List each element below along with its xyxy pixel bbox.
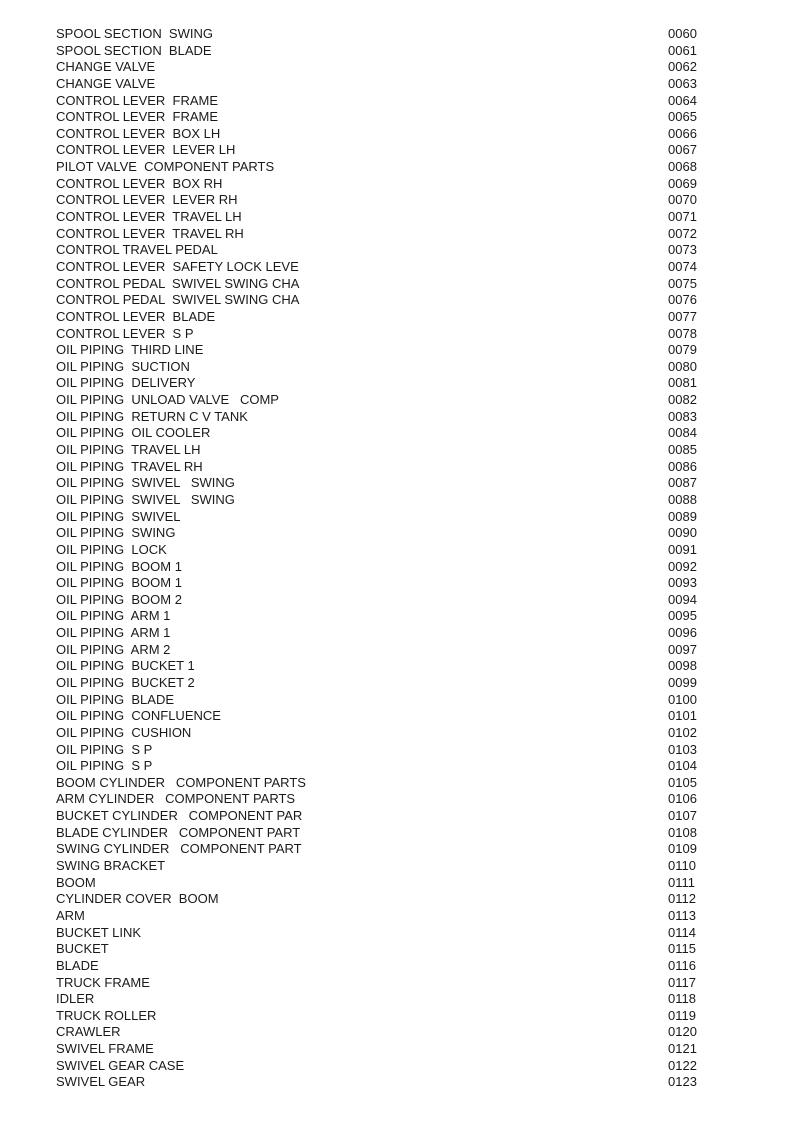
entry-title: CONTROL PEDAL SWIVEL SWING CHA [56,292,300,308]
entry-page-number: 0070 [668,192,697,208]
entry-title: BOOM CYLINDER COMPONENT PARTS [56,774,306,790]
entry-title: IDLER [56,991,95,1007]
entry-title: CYLINDER COVER BOOM [56,891,219,907]
entry-page-number: 0114 [668,924,696,940]
entry-title: OIL PIPING S P [56,758,153,774]
index-entry [56,908,706,925]
entry-title: PILOT VALVE COMPONENT PARTS [56,159,275,175]
entry-title: CONTROL LEVER S P [56,325,194,341]
entry-page-number: 0117 [668,974,696,990]
entry-page-number: 0111 [668,874,695,890]
entry-page-number: 0109 [668,841,697,857]
entry-title: ARM [56,907,85,923]
index-entry [56,542,706,559]
entry-page-number: 0100 [668,691,697,707]
index-entry [56,459,706,476]
index-entry [56,309,706,326]
index-entry [56,758,706,775]
entry-page-number: 0087 [668,475,697,491]
index-entry [56,292,706,309]
entry-title: CONTROL LEVER BOX LH [56,125,221,141]
index-entry [56,808,706,825]
entry-page-number: 0081 [668,375,697,391]
index-entry [56,742,706,759]
index-entry [56,109,706,126]
entry-title: SPOOL SECTION SWING [56,26,213,41]
index-entry [56,708,706,725]
index-entry [56,342,706,359]
entry-title: CONTROL LEVER TRAVEL LH [56,209,242,225]
entry-page-number: 0122 [668,1057,697,1073]
index-entry [56,891,706,908]
index-entry [56,492,706,509]
index-entry [56,242,706,259]
entry-page-number: 0108 [668,824,697,840]
index-entry [56,1024,706,1041]
entry-title: OIL PIPING BLADE [56,691,175,707]
index-entry [56,276,706,293]
parts-index-list [56,26,706,1091]
entry-page-number: 0071 [668,209,697,225]
entry-title: BUCKET [56,941,109,957]
entry-page-number: 0103 [668,741,697,757]
entry-title: OIL PIPING BUCKET 2 [56,674,195,690]
entry-page-number: 0068 [668,159,697,175]
entry-title: OIL PIPING OIL COOLER [56,425,211,441]
entry-page-number: 0097 [668,641,697,657]
index-entry [56,825,706,842]
entry-page-number: 0119 [668,1007,696,1023]
entry-page-number: 0104 [668,758,697,774]
entry-title: CONTROL LEVER BLADE [56,308,216,324]
entry-page-number: 0077 [668,308,697,324]
index-entry [56,525,706,542]
entry-page-number: 0067 [668,142,697,158]
entry-page-number: 0065 [668,109,697,125]
entry-page-number: 0099 [668,674,697,690]
index-entry [56,575,706,592]
entry-title: OIL PIPING TRAVEL RH [56,458,203,474]
entry-page-number: 0078 [668,325,697,341]
index-entry [56,475,706,492]
entry-title: OIL PIPING SUCTION [56,358,190,374]
index-entry [56,875,706,892]
entry-page-number: 0096 [668,625,697,641]
entry-page-number: 0085 [668,442,697,458]
entry-title: OIL PIPING SWIVEL [56,508,181,524]
entry-title: OIL PIPING DELIVERY [56,375,196,391]
entry-page-number: 0101 [668,708,697,724]
index-entry [56,608,706,625]
index-entry [56,725,706,742]
entry-page-number: 0060 [668,26,697,41]
entry-title: SWIVEL FRAME [56,1041,154,1057]
index-entry [56,209,706,226]
entry-title: CONTROL LEVER SAFETY LOCK LEVE [56,258,299,274]
entry-title: OIL PIPING TRAVEL LH [56,442,201,458]
index-entry [56,775,706,792]
index-entry [56,226,706,243]
entry-title: SWING CYLINDER COMPONENT PART [56,841,302,857]
index-entry [56,625,706,642]
entry-title: OIL PIPING ARM 1 [56,608,171,624]
entry-page-number: 0105 [668,774,697,790]
index-entry [56,59,706,76]
entry-title: OIL PIPING BUCKET 1 [56,658,195,674]
entry-title: CONTROL LEVER LEVER LH [56,142,236,158]
entry-title: OIL PIPING RETURN C V TANK [56,408,248,424]
entry-page-number: 0088 [668,491,697,507]
entry-page-number: 0076 [668,292,697,308]
entry-page-number: 0090 [668,525,697,541]
index-entry [56,559,706,576]
index-entry [56,359,706,376]
entry-title: OIL PIPING BOOM 1 [56,575,182,591]
entry-page-number: 0095 [668,608,697,624]
entry-page-number: 0115 [668,941,696,957]
entry-title: OIL PIPING UNLOAD VALVE COMP [56,392,279,408]
entry-page-number: 0113 [668,907,696,923]
entry-page-number: 0083 [668,408,697,424]
entry-title: CONTROL LEVER FRAME [56,92,219,108]
index-entry [56,791,706,808]
index-entry [56,841,706,858]
entry-title: TRUCK FRAME [56,974,150,990]
index-entry [56,1074,706,1091]
entry-title: CHANGE VALVE [56,59,156,75]
entry-page-number: 0075 [668,275,697,291]
entry-page-number: 0073 [668,242,697,258]
entry-page-number: 0093 [668,575,697,591]
entry-title: BUCKET CYLINDER COMPONENT PAR [56,808,303,824]
entry-page-number: 0092 [668,558,697,574]
entry-title: OIL PIPING ARM 1 [56,625,171,641]
entry-page-number: 0064 [668,92,697,108]
index-entry [56,392,706,409]
entry-title: OIL PIPING ARM 2 [56,641,171,657]
entry-page-number: 0089 [668,508,697,524]
index-entry [56,675,706,692]
entry-page-number: 0080 [668,358,697,374]
index-entry [56,126,706,143]
entry-title: CONTROL LEVER FRAME [56,109,219,125]
index-entry [56,1008,706,1025]
index-entry [56,425,706,442]
entry-title: ARM CYLINDER COMPONENT PARTS [56,791,296,807]
index-entry [56,858,706,875]
index-entry [56,991,706,1008]
entry-page-number: 0061 [668,42,697,58]
entry-page-number: 0094 [668,591,697,607]
entry-title: CONTROL LEVER BOX RH [56,175,223,191]
entry-title: BLADE [56,957,99,973]
index-entry [56,142,706,159]
index-entry [56,941,706,958]
entry-title: OIL PIPING CONFLUENCE [56,708,221,724]
index-entry [56,592,706,609]
index-entry [56,326,706,343]
entry-page-number: 0079 [668,342,697,358]
index-entry [56,925,706,942]
entry-title: OIL PIPING S P [56,741,153,757]
entry-page-number: 0098 [668,658,697,674]
index-entry [56,958,706,975]
index-entry [56,509,706,526]
entry-title: CRAWLER [56,1024,121,1040]
entry-title: CHANGE VALVE [56,75,156,91]
entry-title: OIL PIPING THIRD LINE [56,342,204,358]
index-entry [56,375,706,392]
entry-page-number: 0066 [668,125,697,141]
entry-title: SWING BRACKET [56,858,166,874]
entry-title: SWIVEL GEAR CASE [56,1057,185,1073]
entry-title: BLADE CYLINDER COMPONENT PART [56,824,301,840]
entry-page-number: 0102 [668,724,697,740]
entry-title: OIL PIPING SWING [56,525,176,541]
entry-page-number: 0110 [668,858,696,874]
entry-page-number: 0082 [668,392,697,408]
index-entry [56,642,706,659]
index-entry [56,692,706,709]
entry-page-number: 0063 [668,75,697,91]
index-entry [56,442,706,459]
entry-page-number: 0120 [668,1024,697,1040]
index-entry [56,1058,706,1075]
index-entry [56,159,706,176]
entry-title: CONTROL LEVER LEVER RH [56,192,238,208]
index-entry [56,658,706,675]
index-entry [56,26,706,43]
entry-title: TRUCK ROLLER [56,1007,157,1023]
entry-title: OIL PIPING LOCK [56,541,167,557]
entry-page-number: 0062 [668,59,697,75]
entry-page-number: 0091 [668,541,697,557]
entry-title: OIL PIPING SWIVEL SWING [56,475,235,491]
index-entry [56,192,706,209]
entry-title: SPOOL SECTION BLADE [56,42,212,58]
entry-title: OIL PIPING CUSHION [56,724,192,740]
index-entry [56,76,706,93]
entry-page-number: 0116 [668,957,696,973]
entry-title: BOOM [56,874,96,890]
entry-title: SWIVEL GEAR [56,1074,146,1090]
entry-page-number: 0106 [668,791,697,807]
entry-title: OIL PIPING BOOM 1 [56,558,182,574]
entry-page-number: 0107 [668,808,697,824]
entry-title: CONTROL TRAVEL PEDAL [56,242,218,258]
entry-page-number: 0123 [668,1074,697,1090]
entry-page-number: 0121 [668,1041,697,1057]
index-entry [56,975,706,992]
index-entry [56,93,706,110]
entry-title: CONTROL LEVER TRAVEL RH [56,225,244,241]
entry-page-number: 0072 [668,225,697,241]
entry-title: OIL PIPING SWIVEL SWING [56,491,235,507]
index-entry [56,409,706,426]
entry-page-number: 0084 [668,425,697,441]
index-entry [56,259,706,276]
entry-page-number: 0118 [668,991,696,1007]
index-entry [56,43,706,60]
entry-page-number: 0069 [668,175,697,191]
entry-title: OIL PIPING BOOM 2 [56,591,182,607]
entry-title: BUCKET LINK [56,924,142,940]
entry-page-number: 0086 [668,458,697,474]
index-entry [56,1041,706,1058]
entry-page-number: 0112 [668,891,696,907]
entry-title: CONTROL PEDAL SWIVEL SWING CHA [56,275,300,291]
entry-page-number: 0074 [668,258,697,274]
index-entry [56,176,706,193]
